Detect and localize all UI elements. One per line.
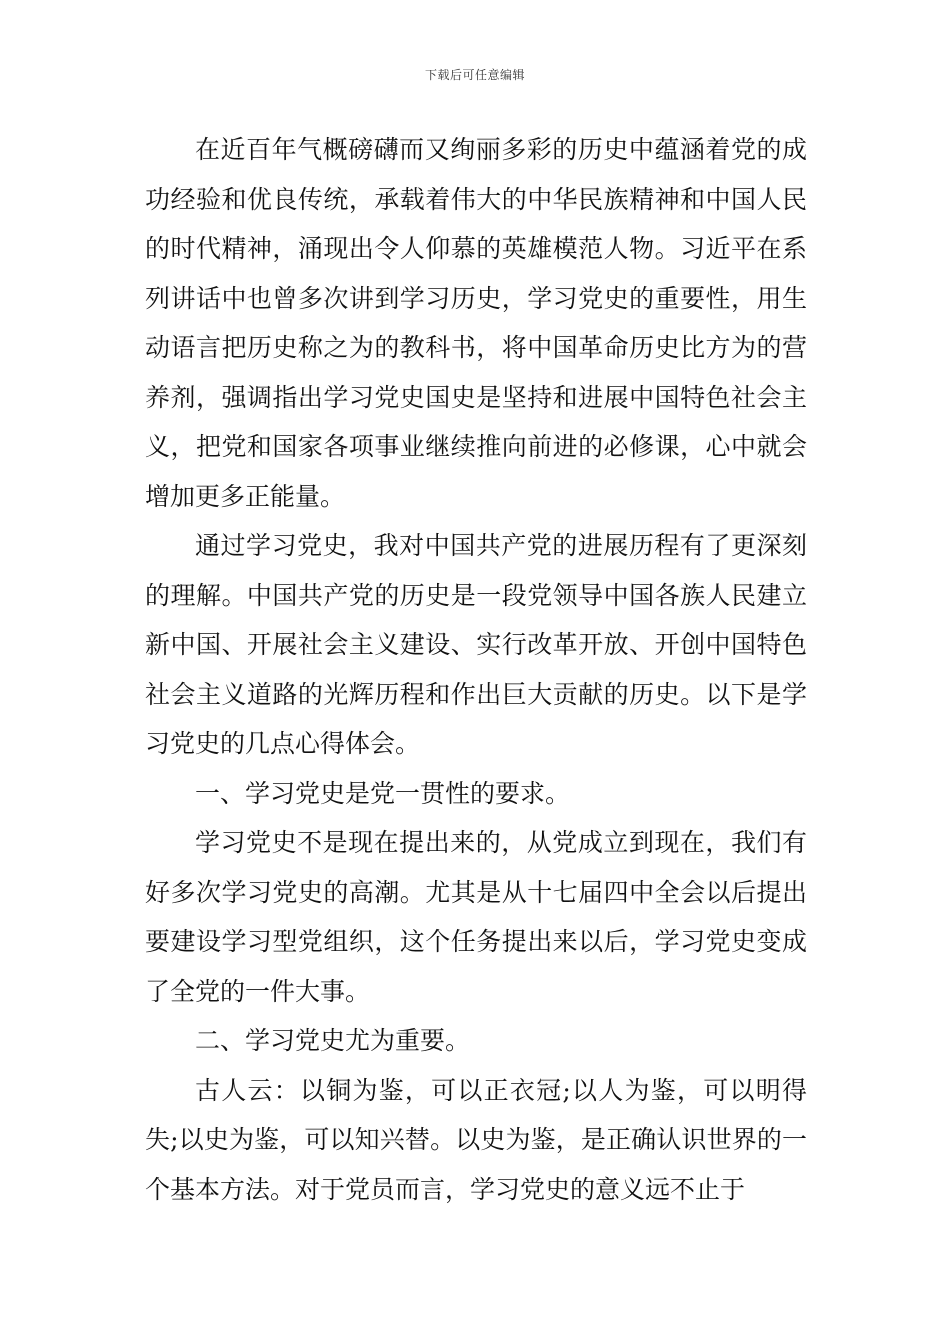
page-header: 下载后可任意编辑 bbox=[424, 68, 525, 82]
section-heading-2: 二、学习党史尤为重要。 bbox=[195, 1026, 471, 1055]
paragraph-section-1: 学习党史不是现在提出来的，从党成立到现在，我们有好多次学习党史的高潮。尤其是从十七届四中全会以后提出要建设学习型党组织，这个任务提出来以后，学习党史变成了全党的一件大事。 bbox=[145, 828, 807, 1006]
paragraph-section-2: 古人云：以铜为鉴，可以正衣冠;以人为鉴，可以明得失;以史为鉴，可以知兴替。以史为鉴，是正确认识世界的一个基本方法。对于党员而言，学习党史的意义远不止于 bbox=[145, 1075, 807, 1204]
document-body bbox=[145, 125, 807, 1214]
paragraph-understanding: 通过学习党史，我对中国共产党的进展历程有了更深刻的理解。中国共产党的历史是一段党领导中国各族人民建立新中国、开展社会主义建设、实行改革开放、开创中国特色社会主义道路的光辉历程和作出巨大贡献的历史。以下是学习党史的几点心得体会。 bbox=[145, 531, 807, 758]
paragraph-intro: 在近百年气概磅礴而又绚丽多彩的历史中蕴涵着党的成功经验和优良传统，承载着伟大的中华民族精神和中国人民的时代精神，涌现出令人仰慕的英雄模范人物。习近平在系列讲话中也曾多次讲到学习历史，学习党史的重要性，用生动语言把历史称之为的教科书，将中国革命历史比方为的营养剂，强调指出学习党史国史是坚持和进展中国特色社会主义，把党和国家各项事业继续推向前进的必修课，心中就会增加更多正能量。 bbox=[145, 135, 807, 511]
section-heading-1: 一、学习党史是党一贯性的要求。 bbox=[195, 778, 571, 808]
